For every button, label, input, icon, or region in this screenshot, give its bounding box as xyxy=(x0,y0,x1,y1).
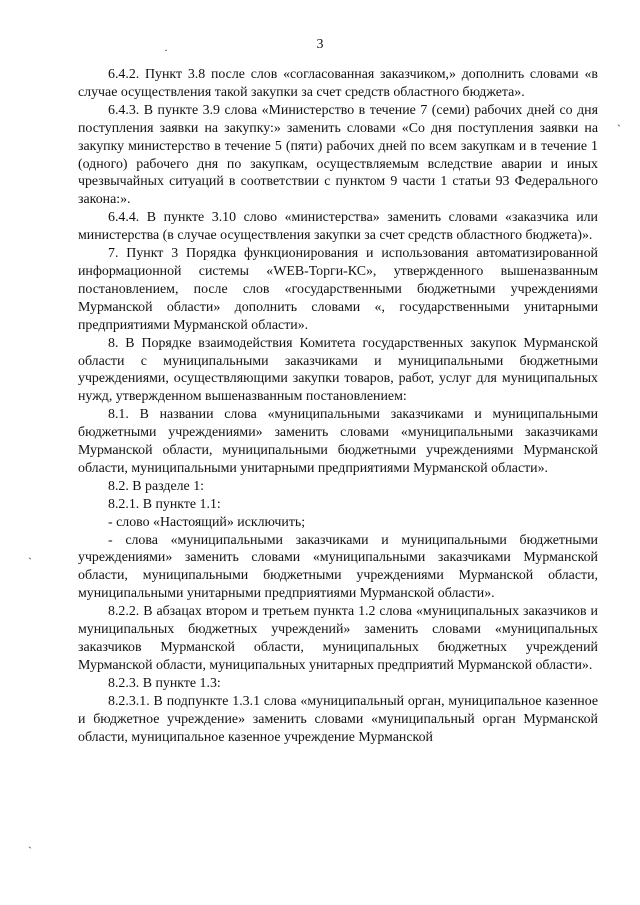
page-number: 3 xyxy=(316,37,324,52)
scan-mark: · xyxy=(164,43,168,57)
paragraph-6-4-3: 6.4.3. В пункте 3.9 слова «Министерство в течение 7 (семи) рабочих дней со дня поступления заявки на закупку:» заменить словами «Со дня поступления заявки на закупку министерство в течение 5 (пяти) рабочих дней по всем закупкам и в течение 1 (одного) рабочего дня по закупкам, осуществляемым вследствие аварии и иных чрезвычайных ситуаций в соответствии с пунктом 9 части 1 статьи 93 Федерального закона:». xyxy=(78,102,598,208)
scan-mark: ` xyxy=(617,122,621,136)
paragraph-6-4-4: 6.4.4. В пункте 3.10 слово «министерства» заменить словами «заказчика или министерства (в случае осуществления закупки за счет средств областного бюджета)». xyxy=(78,210,598,244)
paragraph-8-2-3: 8.2.3. В пункте 1.3: xyxy=(108,675,221,691)
paragraph-8-1: 8.1. В названии слова «муниципальными заказчиками и муниципальными бюджетными учреждениями» заменить словами «муниципальными заказчиками Мурманской области, муниципальными бюджетными учреждениями Мурманской области, муниципальными унитарными предприятиями Мурманской области». xyxy=(78,407,598,476)
paragraph-8-2-2: 8.2.2. В абзацах втором и третьем пункта 1.2 слова «муниципальных заказчиков и муниципальных бюджетных учреждений» заменить словами «муниципальных заказчиков Мурманской области, муниципальных бюджетных учреждений Мурманской области, муниципальных унитарных предприятий Мурманской области». xyxy=(78,604,598,673)
list-item-dash-2: - слова «муниципальными заказчиками и муниципальными бюджетными учреждениями» заменить словами «муниципальными заказчиками Мурманской области, муниципальными бюджетными учреждениями Мурманской области, муниципальными унитарными предприятиями Мурманской области». xyxy=(78,532,598,602)
paragraph-8-2-3-1: 8.2.3.1. В подпункте 1.3.1 слова «муниципальный орган, муниципальное казенное и бюджетное учреждение» заменить словами «муниципальный орган Мурманской области, муниципальное казенное учреждение Мурманской xyxy=(78,693,598,745)
list-item-dash-1: - слово «Настоящий» исключить; xyxy=(108,514,306,530)
paragraph-6-4-2: 6.4.2. Пункт 3.8 после слов «согласованная заказчиком,» дополнить словами «в случае осуществления такой закупки за счет средств областного бюджета». xyxy=(78,67,598,100)
paragraph-8-2: 8.2. В разделе 1: xyxy=(108,478,204,494)
document-body xyxy=(78,66,598,746)
paragraph-8: 8. В Порядке взаимодействия Комитета государственных закупок Мурманской области с муниципальными заказчиками и муниципальными бюджетными учреждениями, осуществляющими закупки товаров, работ, услуг для муниципальных нужд, утвержденном вышеназванным постановлением: xyxy=(78,335,598,405)
scan-mark: ` xyxy=(28,844,32,858)
paragraph-7: 7. Пункт 3 Порядка функционирования и использования автоматизированной информационной системы «WEB-Торги-КС», утвержденного вышеназванным постановлением, после слов «государственными бюджетными учреждениями Мурманской области» дополнить словами «, государственными унитарными предприятиями Мурманской области». xyxy=(78,246,598,333)
paragraph-8-2-1: 8.2.1. В пункте 1.1: xyxy=(108,496,221,512)
scan-mark: ` xyxy=(28,555,32,569)
